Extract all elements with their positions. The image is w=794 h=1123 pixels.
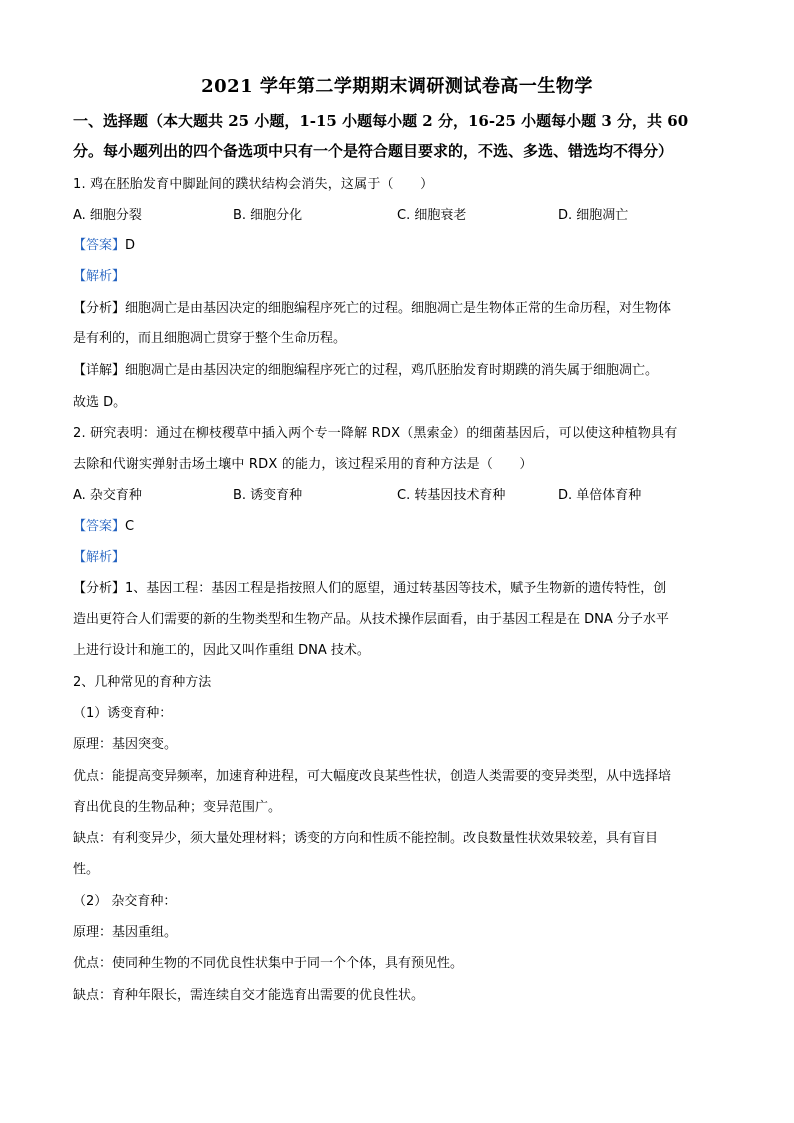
q2-fenxi-text-1: 1、基因工程：基因工程是指按照人们的愿望，通过转基因等技术，赋予生物新的遗传特性，创 [125,581,667,596]
q2-method2-disadvantages: 缺点：育种年限长，需连续自交才能选育出需要的优良性状。 [73,988,425,1003]
q2-answer: C [125,519,135,534]
q1-fenxi-line-1 [73,297,723,316]
q2-stem-line-1: 2. 研究表明：通过在柳枝稷草中插入两个专一降解 RDX（黑索金）的细菌基因后，可以使这种植物具有 [73,426,678,441]
q1-detail-tag: 【详解】 [73,363,126,378]
q1-option-d: D. 细胞凋亡 [558,208,629,223]
q2-stem-line-2: 去除和代谢实弹射击场土壤中 RDX 的能力，该过程采用的育种方法是（ ） [73,457,533,472]
q1-analysis-tag: 【解析】 [73,269,126,284]
q2-analysis-tag: 【解析】 [73,550,126,565]
q1-fenxi-line-2: 是有利的，而且细胞凋亡贯穿于整个生命历程。 [73,331,347,346]
q2-method1-advantages-1: 优点：能提高变异频率，加速育种进程，可大幅度改良某些性状，创造人类需要的变异类型，从中选择培 [73,769,672,784]
q1-fenxi-tag: 【分析】 [73,301,126,316]
q1-option-a: A. 细胞分裂 [73,208,142,223]
q2-fenxi-line-3: 上进行设计和施工的，因此又叫作重组 DNA 技术。 [73,643,370,658]
q1-fenxi-text-1: 细胞凋亡是由基因决定的细胞编程序死亡的过程。细胞凋亡是生物体正常的生命历程，对生物体 [125,301,672,316]
q2-answer-line [73,515,723,534]
q2-fenxi-tag: 【分析】 [73,581,126,596]
q2-method1-disadvantages-1: 缺点：有利变异少，须大量处理材料；诱变的方向和性质不能控制。改良数量性状效果较差，具有盲目 [73,831,659,846]
q1-stem: 1. 鸡在胚胎发育中脚趾间的蹼状结构会消失，这属于（ ） [73,177,434,192]
q1-option-b: B. 细胞分化 [233,208,303,223]
section-header-line-2: 分。每小题列出的四个备选项中只有一个是符合题目要求的，不选、多选、错选均不得分） [73,142,674,160]
q1-answer-tag: 【答案】 [73,238,126,253]
q1-answer: D [125,238,136,253]
q1-conclusion: 故选 D。 [73,395,127,410]
q2-methods-heading: 2、几种常见的育种方法 [73,675,212,690]
q2-method2-heading: （2） 杂交育种： [73,894,177,909]
q2-method2-advantages: 优点：使同种生物的不同优良性状集中于同一个个体，具有预见性。 [73,956,464,971]
q1-detail-text-1: 细胞凋亡是由基因决定的细胞编程序死亡的过程，鸡爪胚胎发育时期蹼的消失属于细胞凋亡。 [125,363,659,378]
q2-option-c: C. 转基因技术育种 [397,488,506,503]
q2-method1-disadvantages-2: 性。 [73,862,100,877]
q2-option-d: D. 单倍体育种 [558,488,642,503]
q1-answer-line [73,234,723,253]
q2-method2-principle: 原理：基因重组。 [73,925,178,940]
q2-option-a: A. 杂交育种 [73,488,142,503]
section-header-line-1: 一、选择题（本大题共 25 小题，1-15 小题每小题 2 分，16-25 小题每小题 3 分，共 60 [73,112,689,130]
q2-method1-advantages-2: 育出优良的生物品种；变异范围广。 [73,800,282,815]
q2-option-b: B. 诱变育种 [233,488,303,503]
q2-answer-tag: 【答案】 [73,519,126,534]
q1-option-c: C. 细胞衰老 [397,208,467,223]
q2-fenxi-line-2: 造出更符合人们需要的新的生物类型和生物产品。从技术操作层面看，由于基因工程是在 DNA 分子水平 [73,612,669,627]
q2-fenxi-line-1 [73,577,723,596]
q2-method1-heading: （1）诱变育种： [73,706,173,721]
exam-title: 2021 学年第二学期期末调研测试卷高一生物学 [201,76,593,97]
q1-detail-line-1 [73,359,723,378]
q2-method1-principle: 原理：基因突变。 [73,737,178,752]
